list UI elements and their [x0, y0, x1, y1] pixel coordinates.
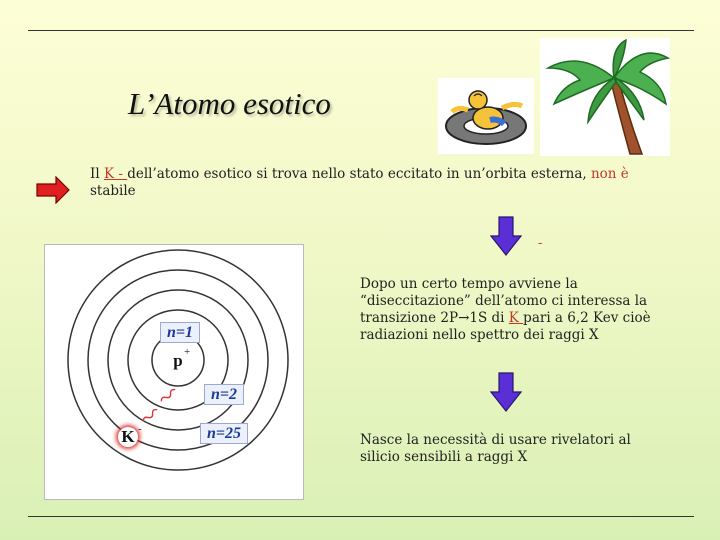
transition-text [360, 276, 660, 344]
para1-particle: K [508, 310, 524, 326]
kaon: K [118, 427, 138, 447]
right-arrow-icon [36, 176, 70, 204]
top-rule [28, 30, 694, 31]
palm-tree-clipart [540, 38, 670, 156]
atom-orbits [44, 244, 302, 498]
intro-mid: dell’atomo esotico si trova nello stato eccitato in un’orbita esterna, [127, 166, 591, 182]
intro-text [90, 166, 690, 200]
para1-pre: Dopo un certo tempo avviene la “diseccitazione” dell’atomo ci interessa la transizione 2P [360, 276, 648, 326]
bottom-rule [28, 516, 694, 517]
conclusion-text: Nasce la necessità di usare rivelatori al silicio sensibili a raggi X [360, 432, 631, 465]
proton: p [173, 351, 183, 370]
orbit-label-n1: n=1 [160, 322, 200, 343]
down-arrow-icon [490, 372, 522, 412]
swimmer-clipart [438, 78, 534, 154]
para1-mid: 1S di [469, 310, 509, 326]
orbit-label-n2: n=2 [204, 384, 244, 405]
intro-post: stabile [90, 183, 136, 199]
intro-pre: Il [90, 166, 104, 182]
down-arrow-icon [490, 216, 522, 256]
proton-charge: + [184, 346, 191, 358]
slide-title: L’Atomo esotico [128, 86, 331, 121]
inline-arrow-icon: → [458, 310, 470, 326]
para1-post: pari a 6,2 Kev cioè radiazioni nello spettro dei raggi X [360, 310, 651, 343]
intro-highlight: non è [590, 166, 629, 182]
kaon-charge: - [138, 423, 142, 435]
orbit-label-n25: n=25 [200, 423, 248, 444]
dash-mark: - [538, 236, 543, 251]
intro-particle: K - [103, 166, 128, 182]
